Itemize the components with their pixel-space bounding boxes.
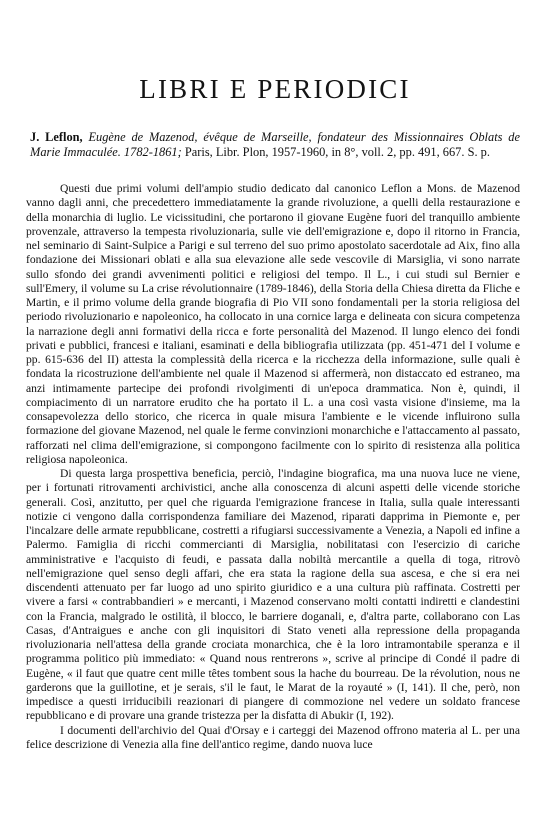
page-title: LIBRI E PERIODICI — [139, 74, 411, 104]
paragraph: I documenti dell'archivio del Quai d'Orsay e i carteggi dei Mazenod offrono materia al L. per una felice descrizione di Venezia alla fine dell'antico regime, dando nuova luce — [26, 723, 520, 751]
bibliographic-citation — [30, 130, 520, 160]
paragraph: Questi due primi volumi dell'ampio studio dedicato dal canonico Leflon a Mons. de Mazenod vanno dagli anni, che precedettero immediatamente la grande rivoluzione, a quelli della restaurazione e della monarchia di luglio. Le vicissitudini, che portarono il giovane Eugène fuori del tranquillo ambiente provenzale, attraverso la tempesta rivoluzionaria, sulle vie dell'emigrazione e, dopo il ritorno in Francia, nel seminario di Saint-Sulpice a Parigi e sul terreno del suo primo apostolato sacerdotale ad Aix, fino alla fondazione dei Missionari oblati e alla sua elevazione alle sede vescovile di Marsiglia, vi sono narrate sullo sfondo dei grandi avvenimenti politici e religiosi del tempo. Il L., i cui studi sul Bernier e sull'Emery, il volume su La crise révolutionnaire (1789-1846), della Storia della Chiesa diretta da Fliche e Martin, e il primo volume della grande biografia di Pio VII sono fondamentali per la storia religiosa del periodo rivoluzionario e napoleonico, ha collocato in una cornice larga e delineata con sicura competenza la narrazione degli anni formativi della ricca e forte personalità del Mazenod. Il lungo elenco dei fondi privati e pubblici, francesi e italiani, esaminati e della bibliografia utilizzata (pp. 451-471 del I volume e pp. 615-636 del II) attesta la complessità della ricerca e la ricchezza della informazione, sulle quali è fondata la ricostruzione dell'ambiente nel quale il Mazenod si affermerà, non distaccato ed estraneo, ma anzi intimamente partecipe dei profondi rivolgimenti di un'epoca drammatica. Non è, quindi, il compiacimento di un narratore erudito che ha portato il L. a una così vasta visione d'insieme, ma la consapevolezza dello storico, che ricerca in quale misura l'ambiente e le vicende influirono sulla formazione del giovane Mazenod, nel quale le ferme convinzioni monarchiche e l'attaccamento al passato, rafforzati nel clima dell'emigrazione, si compongono facilmente con lo spirito di resistenza alla politica religiosa napoleonica. — [26, 182, 520, 466]
citation-title: Eugène de Mazenod, évêque de Marseille, fondateur des Missionnaires Oblats de Marie Immaculée. 1782-1861; — [30, 130, 520, 160]
citation-publication: Paris, Libr. Plon, 1957-1960, in 8°, voll. 2, pp. 491, 667. S. p. — [184, 145, 490, 160]
paragraph: Di questa larga prospettiva beneficia, perciò, l'indagine biografica, ma una nuova luce ne viene, per i fortunati ritrovamenti archivistici, anche alla conoscenza di alcuni aspetti delle vicende storiche generali. Così, anzitutto, per quel che riguarda l'emigrazione francese in Italia, sulla quale interessanti notizie ci vengono dalla corrispondenza familiare dei Mazenod, riparati dapprima in Piemonte e, per l'incalzare delle armate repubblicane, costretti a rifugiarsi successivamente a Venezia, a Napoli ed infine a Palermo. Famiglia di ricchi commercianti di Marsiglia, nobilitatasi con l'esercizio di cariche amministrative e l'acquisto di feudi, e passata dalla nobiltà mercantile a quella di toga, ritrovò nell'emigrazione quel senso degli affari, che era stata la ragione della sua ascesa, e che si era nei discendenti attenuato per far luogo ad uno spirito giuridico e a una cultura più raffinata. Costretti per vivere a farsi « contrabbandieri » e mercanti, i Mazenod conservano molti contatti indiretti e clandestini con la Francia, malgrado le ostilità, il blocco, le barriere doganali, e, d'altra parte, collaborano con Las Casas, d'Antraigues e anche con gli inquisitori di Stato veneti alla repressione della propaganda rivoluzionaria nell'attesa della grande crociata monarchica, che è la loro intramontabile speranza e il programma politico più immediato: « Quand nous rentrerons », scrive al principe di Condé il padre di Eugène, « il faut que quatre cent mille têtes tombent sous la hache du bourreau. De la révolution, nous ne garderons que la guillotine, et je serais, s'il le faut, le Marat de la royauté » (I, 141). Il che, però, non impedisce a questi irriducibili reazionari di piangere di commozione nel vedere un soldato francese repubblicano e di provare una grande tristezza per la disfatta di Abukir (I, 192). — [26, 467, 520, 723]
citation-author: J. Leflon, — [30, 130, 83, 144]
review-body — [26, 182, 520, 752]
